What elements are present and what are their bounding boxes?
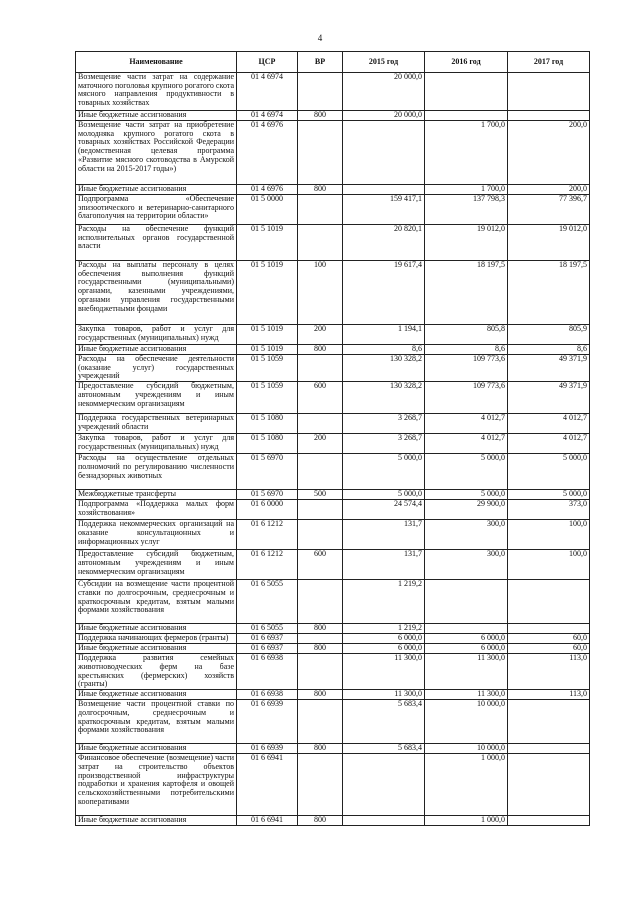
cell-2017: 373,0 bbox=[508, 500, 590, 520]
table-body bbox=[76, 73, 590, 826]
cell-csr: 01 5 0000 bbox=[237, 195, 298, 225]
cell-2016 bbox=[425, 73, 508, 111]
cell-csr: 01 6 6938 bbox=[237, 690, 298, 700]
cell-vr: 500 bbox=[298, 490, 343, 500]
cell-2015: 11 300,0 bbox=[343, 654, 425, 690]
cell-2015 bbox=[343, 816, 425, 826]
cell-2016: 10 000,0 bbox=[425, 744, 508, 754]
cell-name: Иные бюджетные ассигнования bbox=[76, 624, 237, 634]
table-row bbox=[76, 500, 590, 520]
cell-csr: 01 4 6976 bbox=[237, 121, 298, 185]
table-header-row bbox=[76, 52, 590, 73]
cell-2015: 20 000,0 bbox=[343, 111, 425, 121]
cell-2015: 24 574,4 bbox=[343, 500, 425, 520]
table-row bbox=[76, 634, 590, 644]
table-row bbox=[76, 345, 590, 355]
cell-2017: 19 012,0 bbox=[508, 225, 590, 261]
cell-2015: 130 328,2 bbox=[343, 355, 425, 382]
cell-2015: 19 617,4 bbox=[343, 261, 425, 325]
cell-csr: 01 6 6937 bbox=[237, 634, 298, 644]
cell-vr: 200 bbox=[298, 434, 343, 454]
cell-vr: 800 bbox=[298, 185, 343, 195]
cell-csr: 01 5 1059 bbox=[237, 382, 298, 414]
cell-csr: 01 5 6970 bbox=[237, 454, 298, 490]
cell-name: Иные бюджетные ассигнования bbox=[76, 744, 237, 754]
cell-2017: 5 000,0 bbox=[508, 490, 590, 500]
cell-vr: 800 bbox=[298, 624, 343, 634]
cell-name: Субсидии на возмещение части процентной ставки по долгосрочным, среднесрочным и краткосрочным кредитам, взятым малыми формами хозяйствования bbox=[76, 580, 237, 624]
cell-2015: 8,6 bbox=[343, 345, 425, 355]
table-row bbox=[76, 490, 590, 500]
cell-csr: 01 6 1212 bbox=[237, 550, 298, 580]
cell-2015: 5 683,4 bbox=[343, 744, 425, 754]
table-row bbox=[76, 73, 590, 111]
cell-2017: 5 000,0 bbox=[508, 454, 590, 490]
cell-name: Межбюджетные трансферты bbox=[76, 490, 237, 500]
cell-2015: 1 194,1 bbox=[343, 325, 425, 345]
cell-2015: 11 300,0 bbox=[343, 690, 425, 700]
cell-csr: 01 6 6939 bbox=[237, 700, 298, 744]
cell-2017 bbox=[508, 700, 590, 744]
cell-2016 bbox=[425, 624, 508, 634]
cell-2016: 19 012,0 bbox=[425, 225, 508, 261]
header-2016: 2016 год bbox=[425, 52, 508, 73]
table-row bbox=[76, 121, 590, 185]
cell-2017: 18 197,5 bbox=[508, 261, 590, 325]
cell-name: Возмещение части процентной ставки по долгосрочным, среднесрочным и краткосрочным кредитам, взятым малыми формами хозяйствования bbox=[76, 700, 237, 744]
cell-name: Поддержка развития семейных животноводческих ферм на базе крестьянских (фермерских) хозяйств (гранты) bbox=[76, 654, 237, 690]
cell-csr: 01 6 6941 bbox=[237, 754, 298, 816]
cell-2017: 113,0 bbox=[508, 690, 590, 700]
cell-2015: 3 268,7 bbox=[343, 434, 425, 454]
table-row bbox=[76, 195, 590, 225]
cell-2016: 1 000,0 bbox=[425, 754, 508, 816]
cell-2017: 200,0 bbox=[508, 121, 590, 185]
cell-2015 bbox=[343, 185, 425, 195]
cell-csr: 01 5 1080 bbox=[237, 414, 298, 434]
budget-table bbox=[75, 51, 590, 826]
cell-vr bbox=[298, 654, 343, 690]
cell-2017: 100,0 bbox=[508, 550, 590, 580]
cell-name: Иные бюджетные ассигнования bbox=[76, 185, 237, 195]
cell-name: Расходы на выплаты персоналу в целях обеспечения выполнения функций государственными (муниципальными) органами, казенными учреждениями, органами управления государственными внебюджетными фондами bbox=[76, 261, 237, 325]
header-2015: 2015 год bbox=[343, 52, 425, 73]
cell-vr: 800 bbox=[298, 345, 343, 355]
cell-2016: 1 000,0 bbox=[425, 816, 508, 826]
cell-csr: 01 6 5055 bbox=[237, 580, 298, 624]
cell-2015: 5 683,4 bbox=[343, 700, 425, 744]
cell-name: Поддержка государственных ветеринарных учреждений области bbox=[76, 414, 237, 434]
cell-2015: 1 219,2 bbox=[343, 580, 425, 624]
cell-2015: 5 000,0 bbox=[343, 490, 425, 500]
cell-vr: 600 bbox=[298, 382, 343, 414]
cell-2015: 1 219,2 bbox=[343, 624, 425, 634]
cell-2016: 10 000,0 bbox=[425, 700, 508, 744]
cell-2017 bbox=[508, 624, 590, 634]
cell-vr: 800 bbox=[298, 690, 343, 700]
cell-2016: 4 012,7 bbox=[425, 414, 508, 434]
cell-csr: 01 4 6974 bbox=[237, 111, 298, 121]
cell-2015 bbox=[343, 121, 425, 185]
cell-name: Иные бюджетные ассигнования bbox=[76, 816, 237, 826]
cell-csr: 01 6 6937 bbox=[237, 644, 298, 654]
cell-csr: 01 5 1019 bbox=[237, 345, 298, 355]
cell-2017: 4 012,7 bbox=[508, 434, 590, 454]
table-row bbox=[76, 690, 590, 700]
cell-2017: 77 396,7 bbox=[508, 195, 590, 225]
cell-2017: 200,0 bbox=[508, 185, 590, 195]
table-row bbox=[76, 382, 590, 414]
cell-2015: 131,7 bbox=[343, 520, 425, 550]
table-row bbox=[76, 700, 590, 744]
cell-2017: 4 012,7 bbox=[508, 414, 590, 434]
cell-2016: 109 773,6 bbox=[425, 382, 508, 414]
cell-2016 bbox=[425, 580, 508, 624]
table-row bbox=[76, 261, 590, 325]
cell-vr bbox=[298, 355, 343, 382]
table-row bbox=[76, 111, 590, 121]
cell-2015: 130 328,2 bbox=[343, 382, 425, 414]
table-row bbox=[76, 454, 590, 490]
cell-2017 bbox=[508, 816, 590, 826]
cell-2016: 805,8 bbox=[425, 325, 508, 345]
cell-2017 bbox=[508, 111, 590, 121]
cell-2016 bbox=[425, 111, 508, 121]
cell-2016: 29 900,0 bbox=[425, 500, 508, 520]
table-row bbox=[76, 414, 590, 434]
cell-vr bbox=[298, 754, 343, 816]
cell-2016: 300,0 bbox=[425, 520, 508, 550]
cell-name: Предоставление субсидий бюджетным, автономным учреждениям и иным некоммерческим организациям bbox=[76, 550, 237, 580]
cell-vr bbox=[298, 121, 343, 185]
cell-name: Иные бюджетные ассигнования bbox=[76, 345, 237, 355]
cell-2017: 60,0 bbox=[508, 644, 590, 654]
cell-name: Подпрограмма «Обеспечение эпизоотического и ветеринарно-санитарного благополучия на территории области» bbox=[76, 195, 237, 225]
cell-2015: 6 000,0 bbox=[343, 634, 425, 644]
cell-vr bbox=[298, 634, 343, 644]
cell-2017 bbox=[508, 580, 590, 624]
cell-2017: 113,0 bbox=[508, 654, 590, 690]
cell-2017: 100,0 bbox=[508, 520, 590, 550]
cell-2015 bbox=[343, 754, 425, 816]
table-row bbox=[76, 185, 590, 195]
cell-2016: 6 000,0 bbox=[425, 644, 508, 654]
cell-2015: 20 000,0 bbox=[343, 73, 425, 111]
cell-2017 bbox=[508, 73, 590, 111]
cell-2016: 11 300,0 bbox=[425, 654, 508, 690]
table-row bbox=[76, 325, 590, 345]
cell-csr: 01 5 1059 bbox=[237, 355, 298, 382]
cell-csr: 01 4 6974 bbox=[237, 73, 298, 111]
cell-csr: 01 6 6938 bbox=[237, 654, 298, 690]
cell-csr: 01 5 1019 bbox=[237, 325, 298, 345]
cell-vr: 200 bbox=[298, 325, 343, 345]
table-row bbox=[76, 520, 590, 550]
cell-2016: 6 000,0 bbox=[425, 634, 508, 644]
cell-2016: 5 000,0 bbox=[425, 490, 508, 500]
cell-name: Закупка товаров, работ и услуг для государственных (муниципальных) нужд bbox=[76, 434, 237, 454]
cell-name: Финансовое обеспечение (возмещение) части затрат на строительство объектов производственной инфраструктуры подработки и хранения картофеля и овощей сельскохозяйственными потребительскими кооперативами bbox=[76, 754, 237, 816]
cell-name: Расходы на обеспечение деятельности (оказание услуг) государственных учреждений bbox=[76, 355, 237, 382]
cell-2017: 49 371,9 bbox=[508, 382, 590, 414]
cell-vr: 800 bbox=[298, 816, 343, 826]
cell-2017: 49 371,9 bbox=[508, 355, 590, 382]
table-row bbox=[76, 816, 590, 826]
cell-2016: 8,6 bbox=[425, 345, 508, 355]
cell-name: Иные бюджетные ассигнования bbox=[76, 644, 237, 654]
cell-vr: 800 bbox=[298, 744, 343, 754]
cell-csr: 01 5 1080 bbox=[237, 434, 298, 454]
cell-vr: 800 bbox=[298, 644, 343, 654]
table-row bbox=[76, 550, 590, 580]
cell-vr bbox=[298, 454, 343, 490]
table-row bbox=[76, 434, 590, 454]
cell-2016: 4 012,7 bbox=[425, 434, 508, 454]
cell-vr bbox=[298, 700, 343, 744]
cell-csr: 01 4 6976 bbox=[237, 185, 298, 195]
cell-name: Расходы на обеспечение функций исполнительных органов государственной власти bbox=[76, 225, 237, 261]
cell-name: Поддержка некоммерческих организаций на оказание консультационных и информационных услуг bbox=[76, 520, 237, 550]
cell-vr: 800 bbox=[298, 111, 343, 121]
cell-2016: 11 300,0 bbox=[425, 690, 508, 700]
cell-2015: 20 820,1 bbox=[343, 225, 425, 261]
cell-2015: 5 000,0 bbox=[343, 454, 425, 490]
cell-2016: 300,0 bbox=[425, 550, 508, 580]
cell-vr bbox=[298, 195, 343, 225]
cell-2016: 137 798,3 bbox=[425, 195, 508, 225]
cell-name: Возмещение части затрат на приобретение молодняка крупного рогатого скота в товарных хозяйствах Российской Федерации (ведомственная целевая программа «Развитие мясного скотоводства в Амурской области на 2015-2017 годы») bbox=[76, 121, 237, 185]
cell-2017: 60,0 bbox=[508, 634, 590, 644]
cell-2015: 3 268,7 bbox=[343, 414, 425, 434]
cell-vr bbox=[298, 500, 343, 520]
header-csr: ЦСР bbox=[237, 52, 298, 73]
cell-2015: 159 417,1 bbox=[343, 195, 425, 225]
cell-vr bbox=[298, 414, 343, 434]
table-row bbox=[76, 225, 590, 261]
header-name: Наименование bbox=[76, 52, 237, 73]
cell-csr: 01 6 1212 bbox=[237, 520, 298, 550]
cell-name: Подпрограмма «Поддержка малых форм хозяйствования» bbox=[76, 500, 237, 520]
cell-name: Возмещение части затрат на содержание маточного поголовья крупного рогатого скота мясного направления продуктивности в товарных хозяйствах bbox=[76, 73, 237, 111]
cell-csr: 01 5 1019 bbox=[237, 261, 298, 325]
cell-csr: 01 5 6970 bbox=[237, 490, 298, 500]
table-row bbox=[76, 580, 590, 624]
cell-vr: 100 bbox=[298, 261, 343, 325]
table-row bbox=[76, 624, 590, 634]
cell-2015: 6 000,0 bbox=[343, 644, 425, 654]
table-row bbox=[76, 644, 590, 654]
cell-csr: 01 6 6939 bbox=[237, 744, 298, 754]
cell-2017: 8,6 bbox=[508, 345, 590, 355]
cell-csr: 01 6 6941 bbox=[237, 816, 298, 826]
cell-2017 bbox=[508, 744, 590, 754]
cell-2016: 109 773,6 bbox=[425, 355, 508, 382]
cell-2016: 1 700,0 bbox=[425, 185, 508, 195]
cell-csr: 01 5 1019 bbox=[237, 225, 298, 261]
cell-vr bbox=[298, 520, 343, 550]
cell-vr: 600 bbox=[298, 550, 343, 580]
cell-name: Поддержка начинающих фермеров (гранты) bbox=[76, 634, 237, 644]
header-vr: ВР bbox=[298, 52, 343, 73]
cell-name: Предоставление субсидий бюджетным, автономным учреждениям и иным некоммерческим организациям bbox=[76, 382, 237, 414]
header-2017: 2017 год bbox=[508, 52, 590, 73]
table-row bbox=[76, 754, 590, 816]
cell-2017 bbox=[508, 754, 590, 816]
cell-vr bbox=[298, 580, 343, 624]
cell-2015: 131,7 bbox=[343, 550, 425, 580]
table-row bbox=[76, 355, 590, 382]
table-row bbox=[76, 654, 590, 690]
cell-vr bbox=[298, 225, 343, 261]
cell-name: Расходы на осуществление отдельных полномочий по регулированию численности безнадзорных животных bbox=[76, 454, 237, 490]
cell-name: Иные бюджетные ассигнования bbox=[76, 690, 237, 700]
cell-name: Иные бюджетные ассигнования bbox=[76, 111, 237, 121]
cell-2017: 805,9 bbox=[508, 325, 590, 345]
cell-vr bbox=[298, 73, 343, 111]
cell-2016: 18 197,5 bbox=[425, 261, 508, 325]
cell-name: Закупка товаров, работ и услуг для государственных (муниципальных) нужд bbox=[76, 325, 237, 345]
cell-2016: 5 000,0 bbox=[425, 454, 508, 490]
cell-csr: 01 6 0000 bbox=[237, 500, 298, 520]
cell-2016: 1 700,0 bbox=[425, 121, 508, 185]
cell-csr: 01 6 5055 bbox=[237, 624, 298, 634]
page-number: 4 bbox=[317, 33, 323, 43]
table-row bbox=[76, 744, 590, 754]
